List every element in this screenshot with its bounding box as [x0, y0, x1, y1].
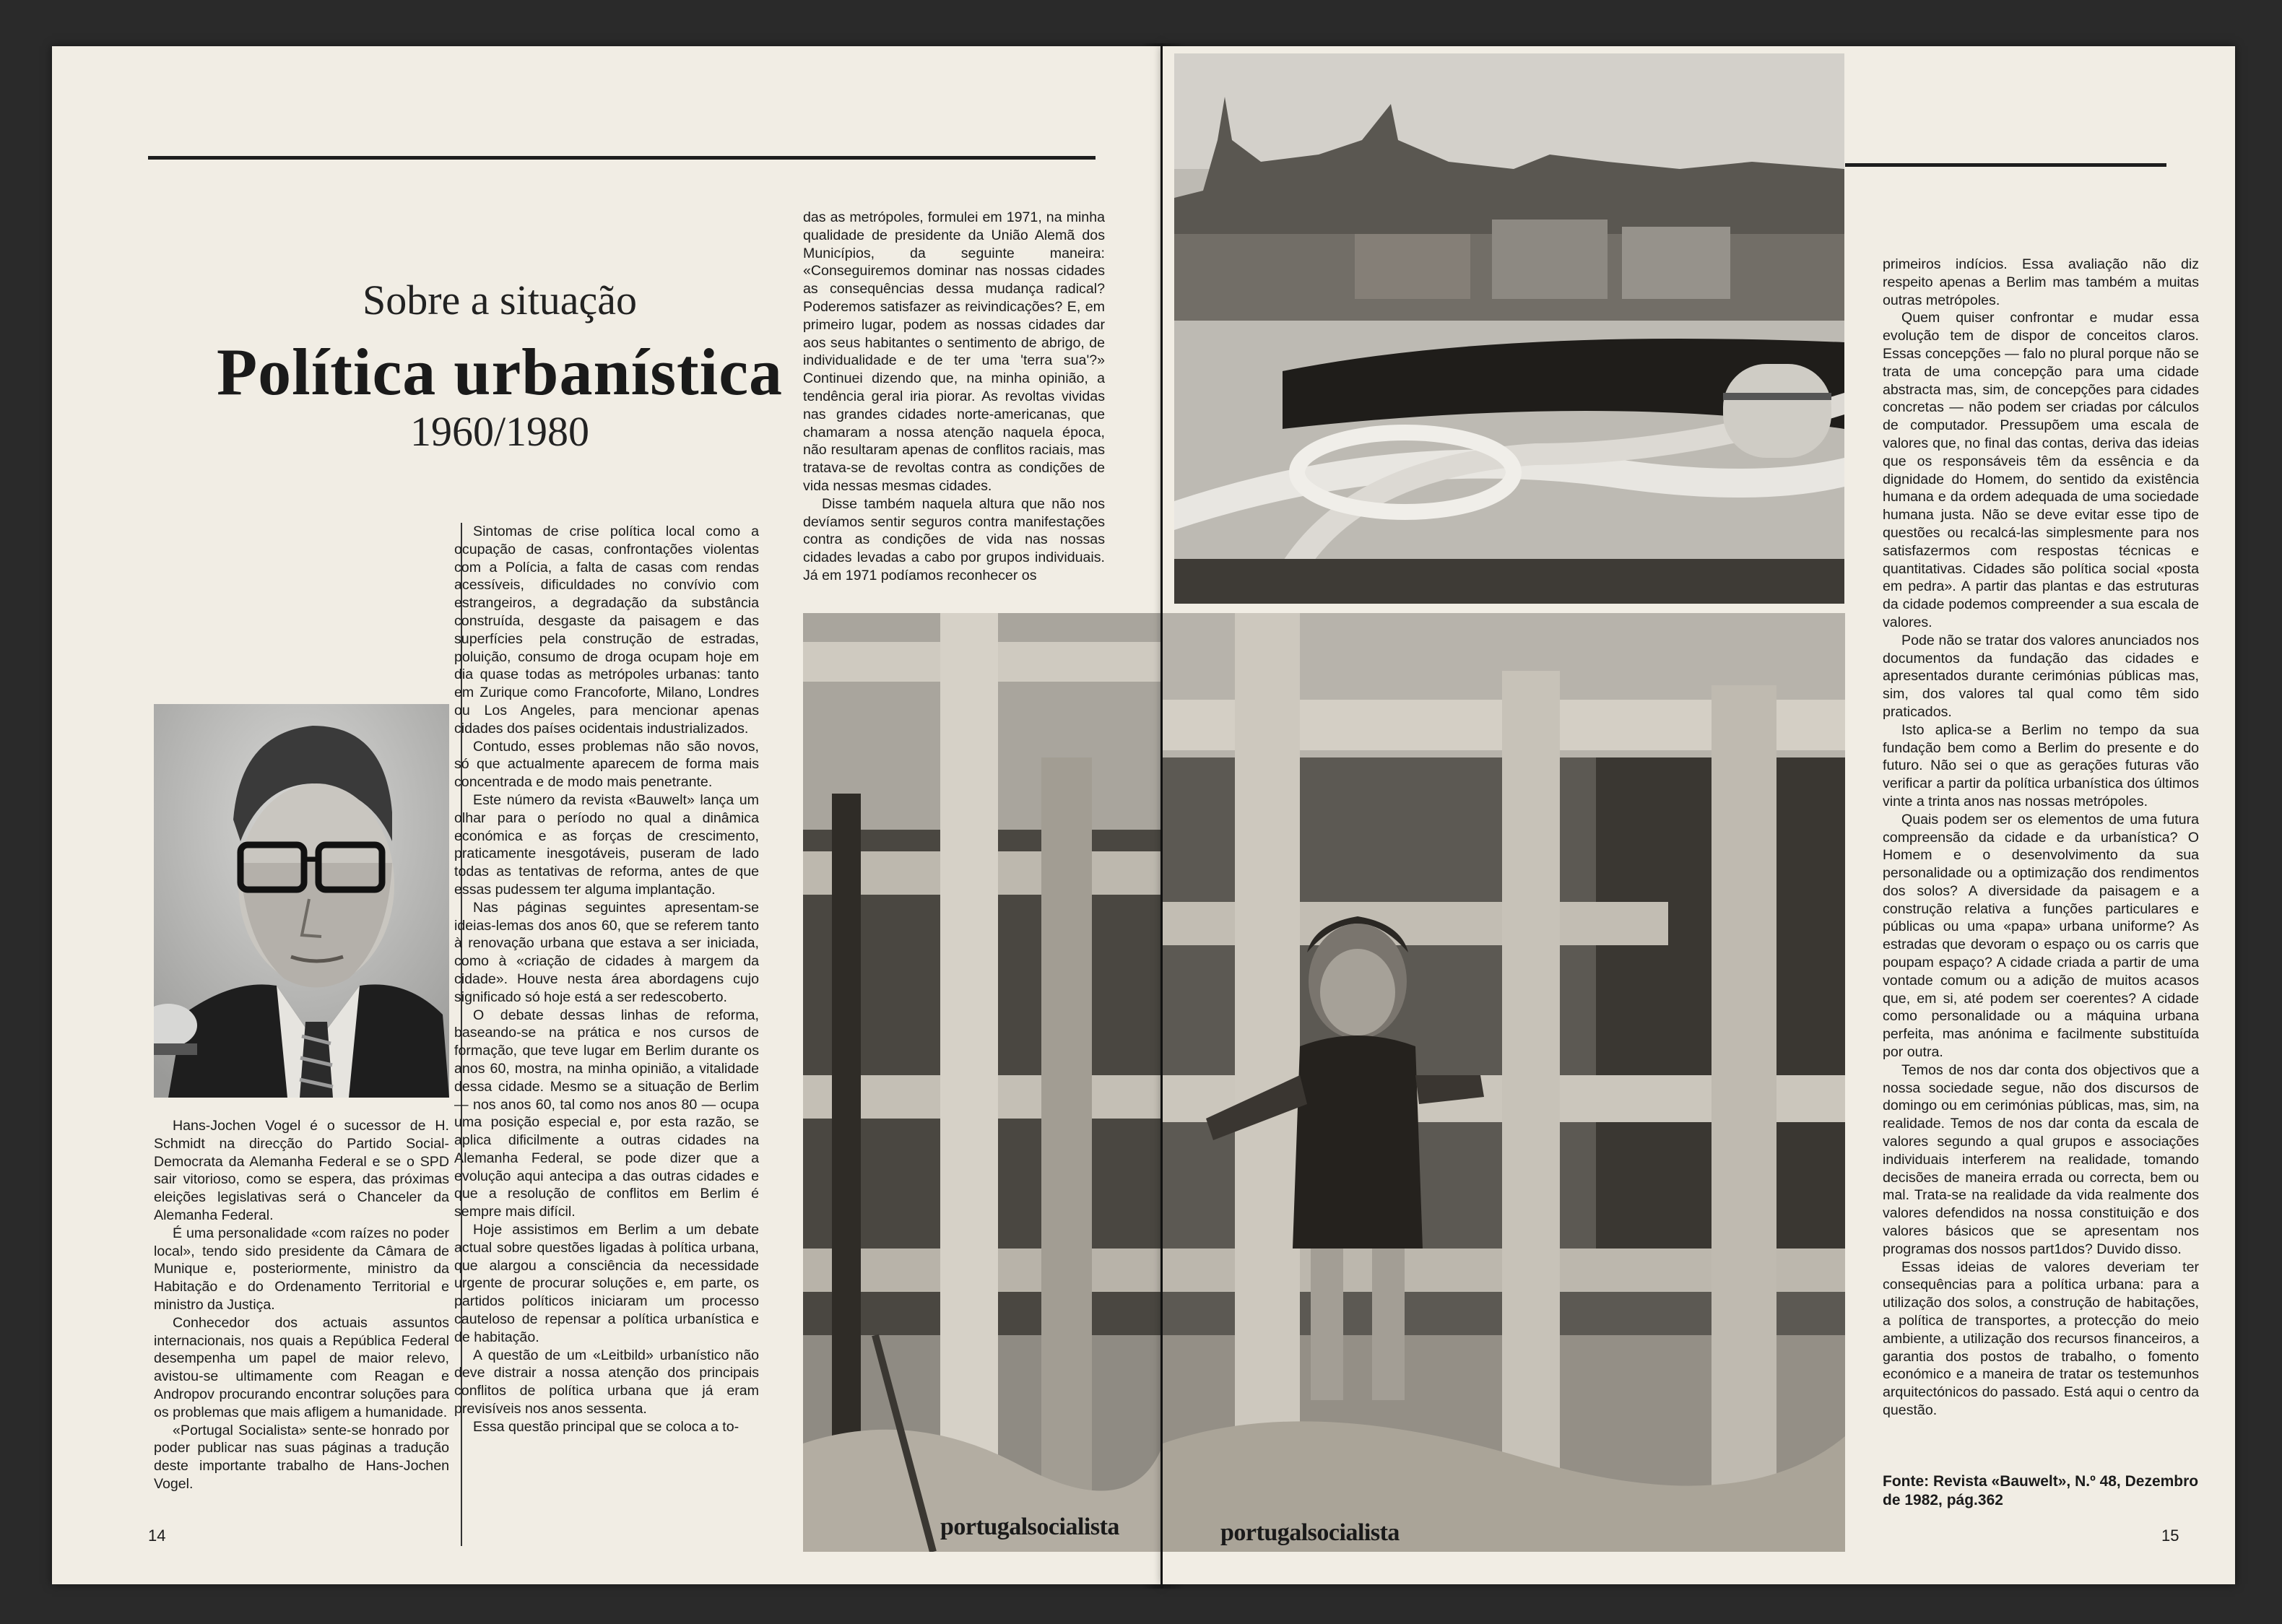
- child-photo-right-half: [1163, 613, 1845, 1552]
- caption-paragraph: Hans-Jochen Vogel é o sucessor de H. Schmidt na direcção do Partido Social-Democrata da Alemanha Federal e se o SPD sair vitorioso, como se espera, das próximas eleições legislativas será o Chanceler da Alemanha Federal.: [154, 1118, 449, 1223]
- body-paragraph: Quem quiser confrontar e mudar essa evolução tem de dispor de conceitos claros. Essas concepções — falo no plural porque não se trata de uma concepção para uma cidade abstracta mas, sim, de concepções para cidades concretas — não podem ser criadas por cálculos de computador. Pressupõem uma escala de valores que, no final das contas, deriva das ideias que os responsáveis têm da essência e da dignidade do Homem, do sentido da existência humana e da ordem adequada de uma sociedade humana justa. Não se deve evitar esse tipo de questões ou recalcá-las simplesmente para nos satisfazermos com respostas técnicas e quantitativas. Cidades são política social «posta em pedra». A partir das plantas e das estruturas da cidade podemos compreender a sua escala de valores.: [1883, 310, 2199, 630]
- body-paragraph: Contudo, esses problemas não são novos, só que actualmente aparecem de forma mais concentrada e de modo mais penetrante.: [454, 738, 759, 791]
- article-years: 1960/1980: [409, 408, 590, 455]
- article-kicker: Sobre a situação: [362, 277, 638, 324]
- body-paragraph: primeiros indícios. Essa avaliação não diz respeito apenas a Berlim mas também a muitas outras metrópoles.: [1883, 256, 2199, 308]
- left-page: [52, 46, 1160, 1584]
- masthead-right: portugalsocialista: [1220, 1519, 1400, 1546]
- body-paragraph: Temos de nos dar conta dos objectivos que a nossa sociedade segue, não dos discursos de domingo ou em cerimónias públicas, mas, sim, na realidade. Temos de nos dar conta da escala de valores segundo a qual grupos e associações individuais interferem na realidade, tomando decisões de maneira errada ou correcta, bem ou mal. Trata-se na realidade da vida realmente dos valores defendidos na nossa constituição e dos valores básicos que se apresentam nos programas dos nossos part1dos? Duvido disso.: [1883, 1061, 2199, 1257]
- child-photo-left-half: [803, 613, 1160, 1552]
- body-paragraph: Quais podem ser os elementos de uma futura compreensão da cidade e da urbanística? O Homem e o desenvolvimento da sua personalidade ou a optimização dos rendimentos dos solos? A diversidade da paisagem e a construção relativa a funções particulares e públicas ou uma «papa» urbana uniforme? As estradas que devoram o espaço ou os carris que poupam espaço? A cidade criada a partir de uma vontade comum ou a adição de muitos acasos que, em si, até podem ser coerentes? A cidade como personalidade ou a máquina urbana perfeita, mas anónima e facilmente substituída por outra.: [1883, 811, 2199, 1061]
- body-paragraph: Essa questão principal que se coloca a to-: [473, 1418, 739, 1435]
- caption-paragraph: Conhecedor dos actuais assuntos internacionais, nos quais a República Federal desempenha um papel de maior relevo, avistou-se ultimamente com Reagan e Andropov procurando encontrar soluções para os problemas que mais afligem a humanidade.: [154, 1314, 449, 1420]
- body-paragraph: Essas ideias de valores deveriam ter consequências para a política urbana: para a utilização dos solos, a construção de habitações, a política de transportes, a protecção do meio ambiente, a utilização dos recursos financeiros, a garantia dos postos de trabalho, o fomento económico e a maneira de tratar os testemunhos arquitectónicos do passado. Está aqui o centro da questão.: [1883, 1259, 2199, 1418]
- body-paragraph: Isto aplica-se a Berlim no tempo da sua fundação bem como a Berlim do presente e do futuro. Não sei o que as gerações futuras vão verificar a partir da política urbanística dos últimos vinte a trinta anos nas nossas metrópoles.: [1883, 721, 2199, 809]
- portrait-photo: [154, 704, 449, 1098]
- top-rule-right: [1845, 163, 2166, 167]
- body-paragraph: A questão de um «Leitbild» urbanístico não deve distrair a nossa atenção dos principais conflitos de política urbana que já eram previsíveis nos anos sessenta.: [454, 1347, 759, 1417]
- portrait-caption: [154, 1117, 449, 1493]
- caption-paragraph: É uma personalidade «com raízes no poder local», tendo sido presidente da Câmara de Munique e, posteriormente, ministro da Habitação e do Ordenamento Territorial e ministro da Justiça.: [154, 1225, 449, 1313]
- body-paragraph: Sintomas de crise política local como a ocupação de casas, confrontações violentas com a Polícia, a falta de casas com rendas acessíveis, dificuldades no convívio com estrangeiros, a degradação da substância construída, desgaste da paisagem e das superfícies pela construção de estradas, poluição, consumo de droga ocupam hoje em dia quase todas as metrópoles urbanas: tanto em Zurique como Francoforte, Milano, Londres ou Los Angeles, para mencionar apenas cidades dos países ocidentais industrializados.: [454, 524, 759, 737]
- body-paragraph: das as metrópoles, formulei em 1971, na minha qualidade de presidente da União Alemã dos Municípios, da seguinte maneira: «Conseguiremos dominar nas nossas cidades as consequências dessa mudança radical? Poderemos satisfazer as reivindicações? E, em primeiro lugar, podem as nossas cidades dar aos seus habitantes o sentimento de abrigo, de individualidade e de ter uma 'terra sua'?» Continuei dizendo que, na minha opinião, a tendência geral iria piorar. As revoltas vividas nas grandes cidades norte-americanas, que chamaram a nossa atenção naquela época, não resultaram apenas de conflitos raciais, mas tratava-se de revoltas contra as condições de vida nessas mesmas cidades.: [803, 209, 1105, 494]
- body-paragraph: Disse também naquela altura que não nos devíamos sentir seguros contra manifestações contra as condições de vida nas nossas cidades levadas a cabo por grupos individuais. Já em 1971 podíamos reconhecer os: [803, 495, 1105, 583]
- city-aerial-photo: [1174, 53, 1844, 604]
- right-page: [1163, 46, 2235, 1584]
- article-title: Política urbanística: [216, 335, 784, 409]
- body-paragraph: Este número da revista «Bauwelt» lança um olhar para o período no qual a dinâmica económica e as forças de crescimento, praticamente inesgotáveis, puseram de lado todas as tentativas de reforma, antes de que essas pudessem ter alguma implantação.: [454, 791, 759, 898]
- body-paragraph: Nas páginas seguintes apresentam-se ideias-lemas dos anos 60, que se referem tanto à renovação urbana que estava a ser iniciada, como à «criação de cidades à margem da cidade». Houve nesta área abordagens cujo significado só hoje está a ser redescoberto.: [454, 899, 759, 1005]
- upper-right-column: [803, 209, 1105, 585]
- top-rule: [148, 156, 1096, 160]
- center-column: [454, 523, 759, 1436]
- body-paragraph: Hoje assistimos em Berlim a um debate actual sobre questões ligadas à política urbana, que alargou a consciência da necessidade urgente de procurar soluções e, em parte, os partidos políticos iniciaram um processo cauteloso de repensar a política urbanística e de habitação.: [454, 1222, 759, 1345]
- page-number-right: 15: [2161, 1527, 2179, 1545]
- page-number-left: 14: [148, 1527, 166, 1545]
- source-note: Fonte: Revista «Bauwelt», N.º 48, Dezembro de 1982, pág.362: [1883, 1473, 2199, 1508]
- masthead-left: portugalsocialista: [940, 1514, 1119, 1540]
- body-paragraph: Pode não se tratar dos valores anunciados nos documentos da fundação das cidades e apresentados durante cerimónias públicas mas, sim, dos valores tal qual como têm sido praticados.: [1883, 632, 2199, 720]
- body-paragraph: O debate dessas linhas de reforma, baseando-se na prática e nos cursos de formação, que teve lugar em Berlim durante os anos 60, mostra, na minha opinião, a vitalidade dessa cidade. Mesmo se a situação de Berlim — nos anos 60, tal como nos anos 80 — ocupa uma posição especial e, por esta razão, se aplica dificilmente a outras cidades na Alemanha Federal, se pode dizer que a evolução aqui antecipa a das outras cidades e que a resolução de conflitos em Berlim é sempre mais difícil.: [454, 1007, 759, 1220]
- caption-paragraph: «Portugal Socialista» sente-se honrado por poder publicar nas suas páginas a tradução deste importante trabalho de Hans-Jochen Vogel.: [154, 1422, 449, 1492]
- right-column: [1883, 256, 2199, 1420]
